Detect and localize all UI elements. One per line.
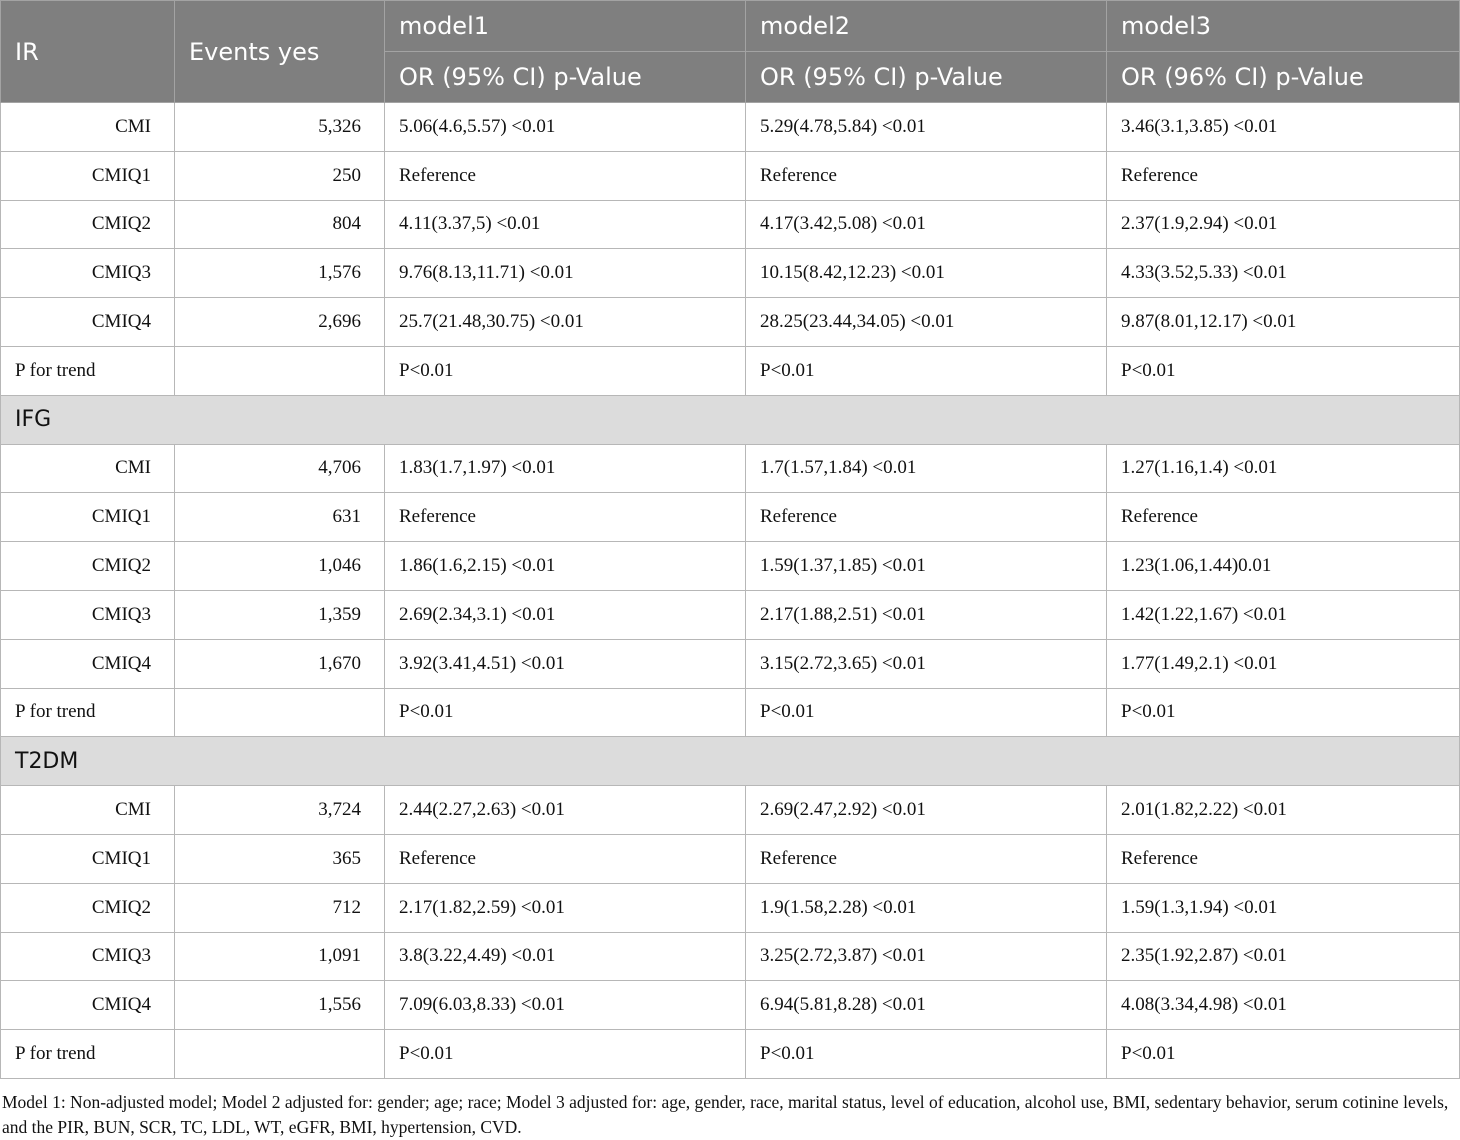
- table-row: [1, 688, 1460, 737]
- model3-value: 9.87(8.01,12.17) <0.01: [1107, 298, 1460, 347]
- events-count: 712: [175, 883, 385, 932]
- table-body: [1, 103, 1460, 1079]
- model2-value: P<0.01: [746, 688, 1107, 737]
- events-count: 1,556: [175, 981, 385, 1030]
- model1-value: 9.76(8.13,11.71) <0.01: [385, 249, 746, 298]
- header-ir: IR: [1, 1, 175, 103]
- model1-value: 7.09(6.03,8.33) <0.01: [385, 981, 746, 1030]
- row-label: P for trend: [1, 1030, 175, 1079]
- section-title: IFG: [1, 395, 1460, 444]
- model1-value: 3.92(3.41,4.51) <0.01: [385, 639, 746, 688]
- events-count: 1,576: [175, 249, 385, 298]
- header-events-yes: Events yes: [175, 1, 385, 103]
- model3-value: P<0.01: [1107, 346, 1460, 395]
- events-count: 5,326: [175, 103, 385, 152]
- model1-value: 5.06(4.6,5.57) <0.01: [385, 103, 746, 152]
- events-count: 1,670: [175, 639, 385, 688]
- table-row: [1, 932, 1460, 981]
- model2-value: 6.94(5.81,8.28) <0.01: [746, 981, 1107, 1030]
- subheader-model3: OR (96% CI) p-Value: [1107, 52, 1460, 103]
- model2-value: 2.17(1.88,2.51) <0.01: [746, 590, 1107, 639]
- events-count: [175, 688, 385, 737]
- table-row: [1, 639, 1460, 688]
- table-row: [1, 346, 1460, 395]
- row-label: CMI: [1, 103, 175, 152]
- model2-value: Reference: [746, 834, 1107, 883]
- model1-value: Reference: [385, 834, 746, 883]
- table-row: [1, 786, 1460, 835]
- events-count: 1,046: [175, 542, 385, 591]
- model2-value: Reference: [746, 151, 1107, 200]
- row-label: CMI: [1, 444, 175, 493]
- table-row: [1, 981, 1460, 1030]
- events-count: [175, 346, 385, 395]
- table-row: [1, 493, 1460, 542]
- model2-value: 3.25(2.72,3.87) <0.01: [746, 932, 1107, 981]
- model3-value: 4.33(3.52,5.33) <0.01: [1107, 249, 1460, 298]
- model2-value: 4.17(3.42,5.08) <0.01: [746, 200, 1107, 249]
- row-label: CMIQ1: [1, 493, 175, 542]
- table-row: [1, 444, 1460, 493]
- events-count: 365: [175, 834, 385, 883]
- events-count: 3,724: [175, 786, 385, 835]
- model3-value: P<0.01: [1107, 1030, 1460, 1079]
- row-label: CMIQ1: [1, 151, 175, 200]
- row-label: P for trend: [1, 688, 175, 737]
- subheader-model2: OR (95% CI) p-Value: [746, 52, 1107, 103]
- table-row: [1, 542, 1460, 591]
- row-label: CMIQ3: [1, 249, 175, 298]
- model3-value: 1.42(1.22,1.67) <0.01: [1107, 590, 1460, 639]
- model3-value: 3.46(3.1,3.85) <0.01: [1107, 103, 1460, 152]
- model1-value: P<0.01: [385, 1030, 746, 1079]
- row-label: CMI: [1, 786, 175, 835]
- events-count: 2,696: [175, 298, 385, 347]
- model1-value: 2.69(2.34,3.1) <0.01: [385, 590, 746, 639]
- row-label: P for trend: [1, 346, 175, 395]
- row-label: CMIQ4: [1, 298, 175, 347]
- model1-value: P<0.01: [385, 688, 746, 737]
- row-label: CMIQ2: [1, 883, 175, 932]
- model2-value: P<0.01: [746, 346, 1107, 395]
- events-count: 1,091: [175, 932, 385, 981]
- table-footnote: Model 1: Non-adjusted model; Model 2 adjusted for: gender; age; race; Model 3 adjusted for: age, gender, race, marital status, level of education, alcohol use, BMI, sedentary behavior, serum cotinine levels, and the PIR, BUN, SCR, TC, LDL, WT, eGFR, BMI, hypertension, CVD.: [2, 1092, 1449, 1137]
- model2-value: 1.7(1.57,1.84) <0.01: [746, 444, 1107, 493]
- section-title: T2DM: [1, 737, 1460, 786]
- model1-value: 25.7(21.48,30.75) <0.01: [385, 298, 746, 347]
- row-label: CMIQ1: [1, 834, 175, 883]
- model2-value: 1.9(1.58,2.28) <0.01: [746, 883, 1107, 932]
- table-row: [1, 298, 1460, 347]
- model3-value: Reference: [1107, 834, 1460, 883]
- table-row: [1, 883, 1460, 932]
- table-header: [1, 1, 1460, 103]
- model2-value: 3.15(2.72,3.65) <0.01: [746, 639, 1107, 688]
- table-row: [1, 1030, 1460, 1079]
- row-label: CMIQ3: [1, 590, 175, 639]
- model3-value: 1.27(1.16,1.4) <0.01: [1107, 444, 1460, 493]
- model3-value: 4.08(3.34,4.98) <0.01: [1107, 981, 1460, 1030]
- model3-value: 2.35(1.92,2.87) <0.01: [1107, 932, 1460, 981]
- model2-value: Reference: [746, 493, 1107, 542]
- subheader-model1: OR (95% CI) p-Value: [385, 52, 746, 103]
- table-row: [1, 200, 1460, 249]
- events-count: 631: [175, 493, 385, 542]
- row-label: CMIQ2: [1, 200, 175, 249]
- model1-value: P<0.01: [385, 346, 746, 395]
- row-label: CMIQ4: [1, 981, 175, 1030]
- model2-value: 5.29(4.78,5.84) <0.01: [746, 103, 1107, 152]
- model2-value: 28.25(23.44,34.05) <0.01: [746, 298, 1107, 347]
- table-row: [1, 151, 1460, 200]
- model2-value: 1.59(1.37,1.85) <0.01: [746, 542, 1107, 591]
- model3-value: Reference: [1107, 151, 1460, 200]
- model3-value: 1.77(1.49,2.1) <0.01: [1107, 639, 1460, 688]
- model1-value: 2.17(1.82,2.59) <0.01: [385, 883, 746, 932]
- model3-value: 1.23(1.06,1.44)0.01: [1107, 542, 1460, 591]
- section-header-row: [1, 737, 1460, 786]
- table-row: [1, 590, 1460, 639]
- model2-value: 2.69(2.47,2.92) <0.01: [746, 786, 1107, 835]
- row-label: CMIQ3: [1, 932, 175, 981]
- events-count: 1,359: [175, 590, 385, 639]
- model1-value: 2.44(2.27,2.63) <0.01: [385, 786, 746, 835]
- model3-value: 2.01(1.82,2.22) <0.01: [1107, 786, 1460, 835]
- header-model1: model1: [385, 1, 746, 52]
- header-model2: model2: [746, 1, 1107, 52]
- model1-value: Reference: [385, 151, 746, 200]
- model1-value: 3.8(3.22,4.49) <0.01: [385, 932, 746, 981]
- model1-value: 1.83(1.7,1.97) <0.01: [385, 444, 746, 493]
- events-count: 250: [175, 151, 385, 200]
- model1-value: Reference: [385, 493, 746, 542]
- header-model3: model3: [1107, 1, 1460, 52]
- section-header-row: [1, 395, 1460, 444]
- model3-value: 1.59(1.3,1.94) <0.01: [1107, 883, 1460, 932]
- model3-value: Reference: [1107, 493, 1460, 542]
- events-count: 4,706: [175, 444, 385, 493]
- table-row: [1, 103, 1460, 152]
- model1-value: 1.86(1.6,2.15) <0.01: [385, 542, 746, 591]
- model3-value: P<0.01: [1107, 688, 1460, 737]
- model1-value: 4.11(3.37,5) <0.01: [385, 200, 746, 249]
- row-label: CMIQ2: [1, 542, 175, 591]
- table-row: [1, 834, 1460, 883]
- table-row: [1, 249, 1460, 298]
- model2-value: 10.15(8.42,12.23) <0.01: [746, 249, 1107, 298]
- model3-value: 2.37(1.9,2.94) <0.01: [1107, 200, 1460, 249]
- row-label: CMIQ4: [1, 639, 175, 688]
- events-count: 804: [175, 200, 385, 249]
- header-row-1: [1, 1, 1460, 52]
- model2-value: P<0.01: [746, 1030, 1107, 1079]
- events-count: [175, 1030, 385, 1079]
